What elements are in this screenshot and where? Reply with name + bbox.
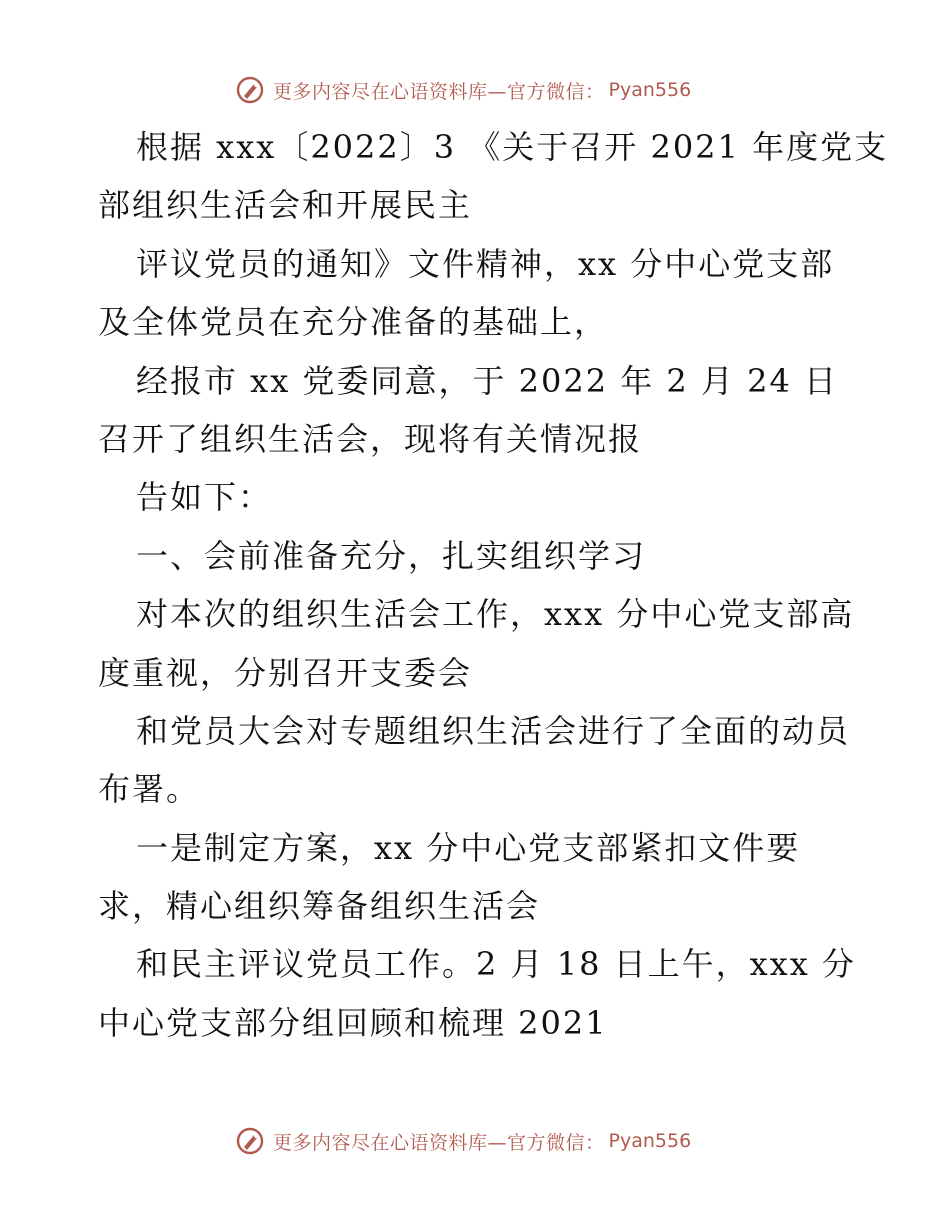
watermark-wechat-id: Pyan556 [608, 79, 692, 101]
body-line-6: 召开了组织生活会，现将有关情况报 [98, 419, 643, 458]
watermark-wechat-id: Pyan556 [608, 1130, 692, 1152]
header-watermark [235, 72, 795, 108]
body-line-13: 一是制定方案，xx 分中心党支部紧扣文件要 [136, 828, 801, 867]
body-line-10: 度重视，分别召开支委会 [98, 653, 473, 692]
watermark-text: 更多内容尽在心语资料库—官方微信： [273, 1131, 605, 1154]
body-line-12: 布署。 [98, 770, 201, 809]
body-line-5: 经报市 xx 党委同意，于 2022 年 2 月 24 日 [136, 361, 838, 400]
body-line-4: 及全体党员在充分准备的基础上， [98, 303, 609, 342]
document-body [98, 118, 889, 1052]
red-circular-pen-logo-icon [235, 1126, 265, 1156]
body-line-9: 对本次的组织生活会工作，xxx 分中心党支部高 [136, 595, 855, 634]
body-line-2: 部组织生活会和开展民主 [98, 186, 473, 225]
body-line-14: 求，精心组织筹备组织生活会 [98, 887, 541, 926]
body-line-16: 中心党支部分组回顾和梳理 2021 [98, 1003, 608, 1042]
body-line-1: 根据 xxx〔2022〕3 《关于召开 2021 年度党支 [136, 128, 889, 166]
section-heading-1: 一、会前准备充分，扎实组织学习 [136, 536, 647, 575]
footer-watermark [235, 1123, 795, 1159]
body-line-3: 评议党员的通知》文件精神，xx 分中心党支部 [136, 244, 835, 283]
body-line-11: 和党员大会对专题组织生活会进行了全面的动员 [136, 711, 851, 750]
body-line-7: 告如下： [136, 478, 273, 517]
red-circular-pen-logo-icon [235, 75, 265, 105]
watermark-text: 更多内容尽在心语资料库—官方微信： [273, 80, 605, 103]
body-line-15: 和民主评议党员工作。2 月 18 日上午，xxx 分 [136, 945, 856, 984]
